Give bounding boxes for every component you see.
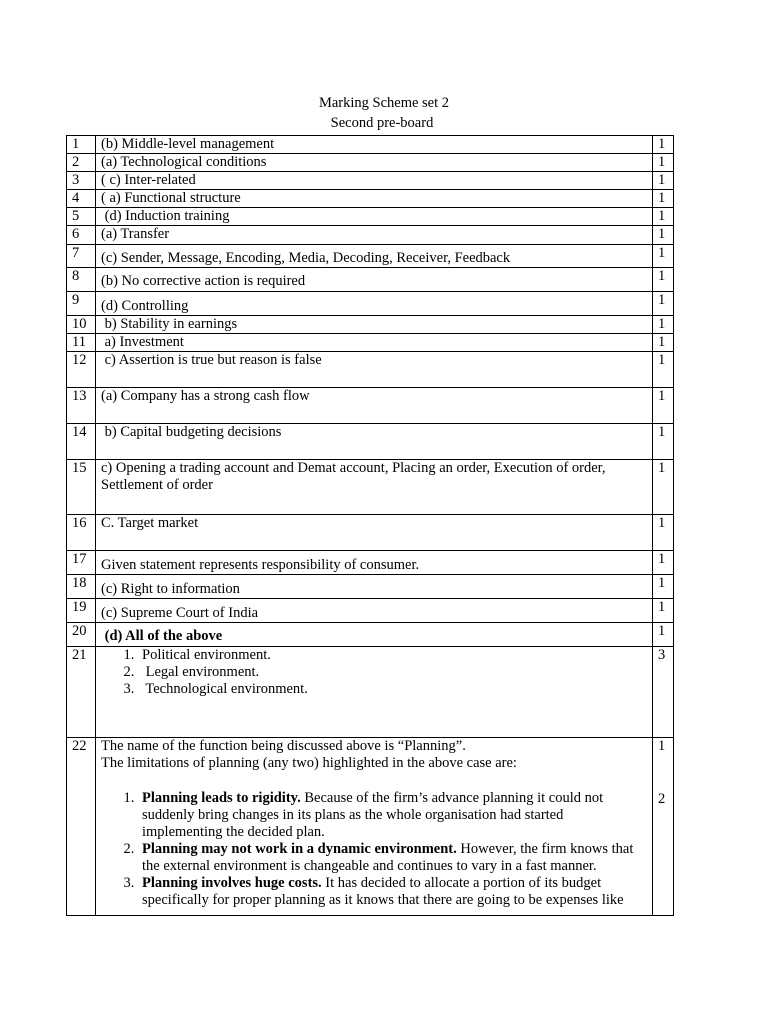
question-number: 13 bbox=[67, 388, 96, 424]
marks-value: 1 bbox=[653, 316, 674, 334]
marks-value: 1 bbox=[653, 551, 674, 575]
answer-text: (d) Induction training bbox=[96, 208, 653, 226]
question-number: 14 bbox=[67, 424, 96, 460]
marks-value: 1 bbox=[658, 738, 666, 754]
marks-cell bbox=[653, 738, 674, 916]
table-row bbox=[67, 551, 674, 575]
table-row bbox=[67, 575, 674, 599]
question-number: 11 bbox=[67, 334, 96, 352]
marks-value: 1 bbox=[653, 226, 674, 245]
spacer bbox=[658, 755, 673, 791]
limitation-text: However, the firm knows that the external environment is changeable and continues to vary in a fast manner. bbox=[142, 841, 634, 874]
table-row bbox=[67, 226, 674, 245]
table-row bbox=[67, 515, 674, 551]
answer-text: (c) Right to information bbox=[96, 575, 653, 599]
table-row bbox=[67, 460, 674, 515]
question-number: 9 bbox=[67, 292, 96, 316]
question-number: 19 bbox=[67, 599, 96, 623]
question-number: 21 bbox=[67, 647, 96, 738]
answer-text: (c) Sender, Message, Encoding, Media, Decoding, Receiver, Feedback bbox=[96, 245, 653, 268]
answer-text: Given statement represents responsibility of consumer. bbox=[96, 551, 653, 575]
marks-value: 1 bbox=[653, 245, 674, 268]
table-row bbox=[67, 599, 674, 623]
list-item: 2. Legal environment. bbox=[138, 664, 652, 681]
marks-value: 1 bbox=[653, 515, 674, 551]
list-item: 3. Technological environment. bbox=[138, 681, 652, 698]
question-number: 6 bbox=[67, 226, 96, 245]
answer-text: ( a) Functional structure bbox=[96, 190, 653, 208]
limitation-heading: Planning involves huge costs. bbox=[142, 875, 322, 891]
marks-value: 2 bbox=[658, 791, 666, 807]
table-row bbox=[67, 388, 674, 424]
list-item: 1. Political environment. bbox=[138, 647, 652, 664]
answer-text: (b) No corrective action is required bbox=[96, 268, 653, 292]
question-number: 22 bbox=[67, 738, 96, 916]
limitation-heading: Planning leads to rigidity. bbox=[142, 790, 301, 806]
answer-text: (d) Controlling bbox=[96, 292, 653, 316]
marks-value: 1 bbox=[653, 208, 674, 226]
table-row bbox=[67, 292, 674, 316]
table-row bbox=[67, 268, 674, 292]
answer-text: (c) Supreme Court of India bbox=[96, 599, 653, 623]
table-row bbox=[67, 136, 674, 154]
answer-text: c) Assertion is true but reason is false bbox=[96, 352, 653, 388]
marks-value: 1 bbox=[653, 599, 674, 623]
table-row bbox=[67, 154, 674, 172]
table-row bbox=[67, 334, 674, 352]
question-number: 15 bbox=[67, 460, 96, 515]
answer-text: (a) Transfer bbox=[96, 226, 653, 245]
limitation-text: Because of the firm’s advance planning it could not suddenly bring changes in its plans as the whole organisation had started implementing the decided plan. bbox=[142, 790, 604, 840]
table-row bbox=[67, 647, 674, 738]
question-number: 3 bbox=[67, 172, 96, 190]
marks-value: 1 bbox=[653, 172, 674, 190]
answer-text: b) Capital budgeting decisions bbox=[96, 424, 653, 460]
marks-value: 1 bbox=[653, 136, 674, 154]
answer-text: (b) Middle-level management bbox=[96, 136, 653, 154]
answer-text: b) Stability in earnings bbox=[96, 316, 653, 334]
answer-text: (d) All of the above bbox=[96, 623, 653, 647]
table-row bbox=[67, 352, 674, 388]
answer-list bbox=[101, 647, 652, 698]
marks-value: 1 bbox=[653, 352, 674, 388]
list-item bbox=[138, 875, 646, 909]
answer-text: C. Target market bbox=[96, 515, 653, 551]
marks-value: 1 bbox=[653, 154, 674, 172]
page-subtitle: Second pre-board bbox=[330, 115, 434, 131]
question-number: 16 bbox=[67, 515, 96, 551]
answer-detail-cell bbox=[96, 738, 653, 916]
marks-value: 1 bbox=[653, 190, 674, 208]
question-number: 12 bbox=[67, 352, 96, 388]
answer-list-cell bbox=[96, 647, 653, 738]
table-row bbox=[67, 172, 674, 190]
question-number: 20 bbox=[67, 623, 96, 647]
table-row bbox=[67, 316, 674, 334]
answer-intro-2: The limitations of planning (any two) highlighted in the above case are: bbox=[101, 755, 517, 771]
page-title: Marking Scheme set 2 bbox=[318, 95, 450, 111]
answer-text: c) Opening a trading account and Demat account, Placing an order, Execution of order, Settlement of order bbox=[96, 460, 653, 515]
table-row bbox=[67, 623, 674, 647]
answer-text: (a) Technological conditions bbox=[96, 154, 653, 172]
question-number: 7 bbox=[67, 245, 96, 268]
question-number: 8 bbox=[67, 268, 96, 292]
marks-value: 1 bbox=[653, 623, 674, 647]
list-item bbox=[138, 790, 646, 841]
marks-value: 1 bbox=[653, 388, 674, 424]
question-number: 10 bbox=[67, 316, 96, 334]
table-row bbox=[67, 190, 674, 208]
limitation-text: It has decided to allocate a portion of its budget specifically for proper planning as it knows that there are going to be expenses like bbox=[142, 875, 624, 908]
marks-value: 3 bbox=[653, 647, 674, 738]
marks-value: 1 bbox=[653, 292, 674, 316]
table-row bbox=[67, 208, 674, 226]
marks-value: 1 bbox=[653, 460, 674, 515]
answer-text: ( c) Inter-related bbox=[96, 172, 653, 190]
limitation-heading: Planning may not work in a dynamic environment. bbox=[142, 841, 457, 857]
question-number: 1 bbox=[67, 136, 96, 154]
question-number: 17 bbox=[67, 551, 96, 575]
table-row bbox=[67, 245, 674, 268]
spacer bbox=[101, 772, 646, 790]
marks-value: 1 bbox=[653, 575, 674, 599]
question-number: 18 bbox=[67, 575, 96, 599]
table-row bbox=[67, 424, 674, 460]
table-row bbox=[67, 738, 674, 916]
answer-intro-1: The name of the function being discussed above is “Planning”. bbox=[101, 738, 466, 754]
question-number: 5 bbox=[67, 208, 96, 226]
marks-value: 1 bbox=[653, 334, 674, 352]
answer-text: a) Investment bbox=[96, 334, 653, 352]
question-number: 4 bbox=[67, 190, 96, 208]
marks-value: 1 bbox=[653, 424, 674, 460]
limitations-list bbox=[101, 790, 646, 909]
marking-scheme-table bbox=[66, 135, 674, 916]
answer-text: (a) Company has a strong cash flow bbox=[96, 388, 653, 424]
marks-value: 1 bbox=[653, 268, 674, 292]
list-item bbox=[138, 841, 646, 875]
question-number: 2 bbox=[67, 154, 96, 172]
